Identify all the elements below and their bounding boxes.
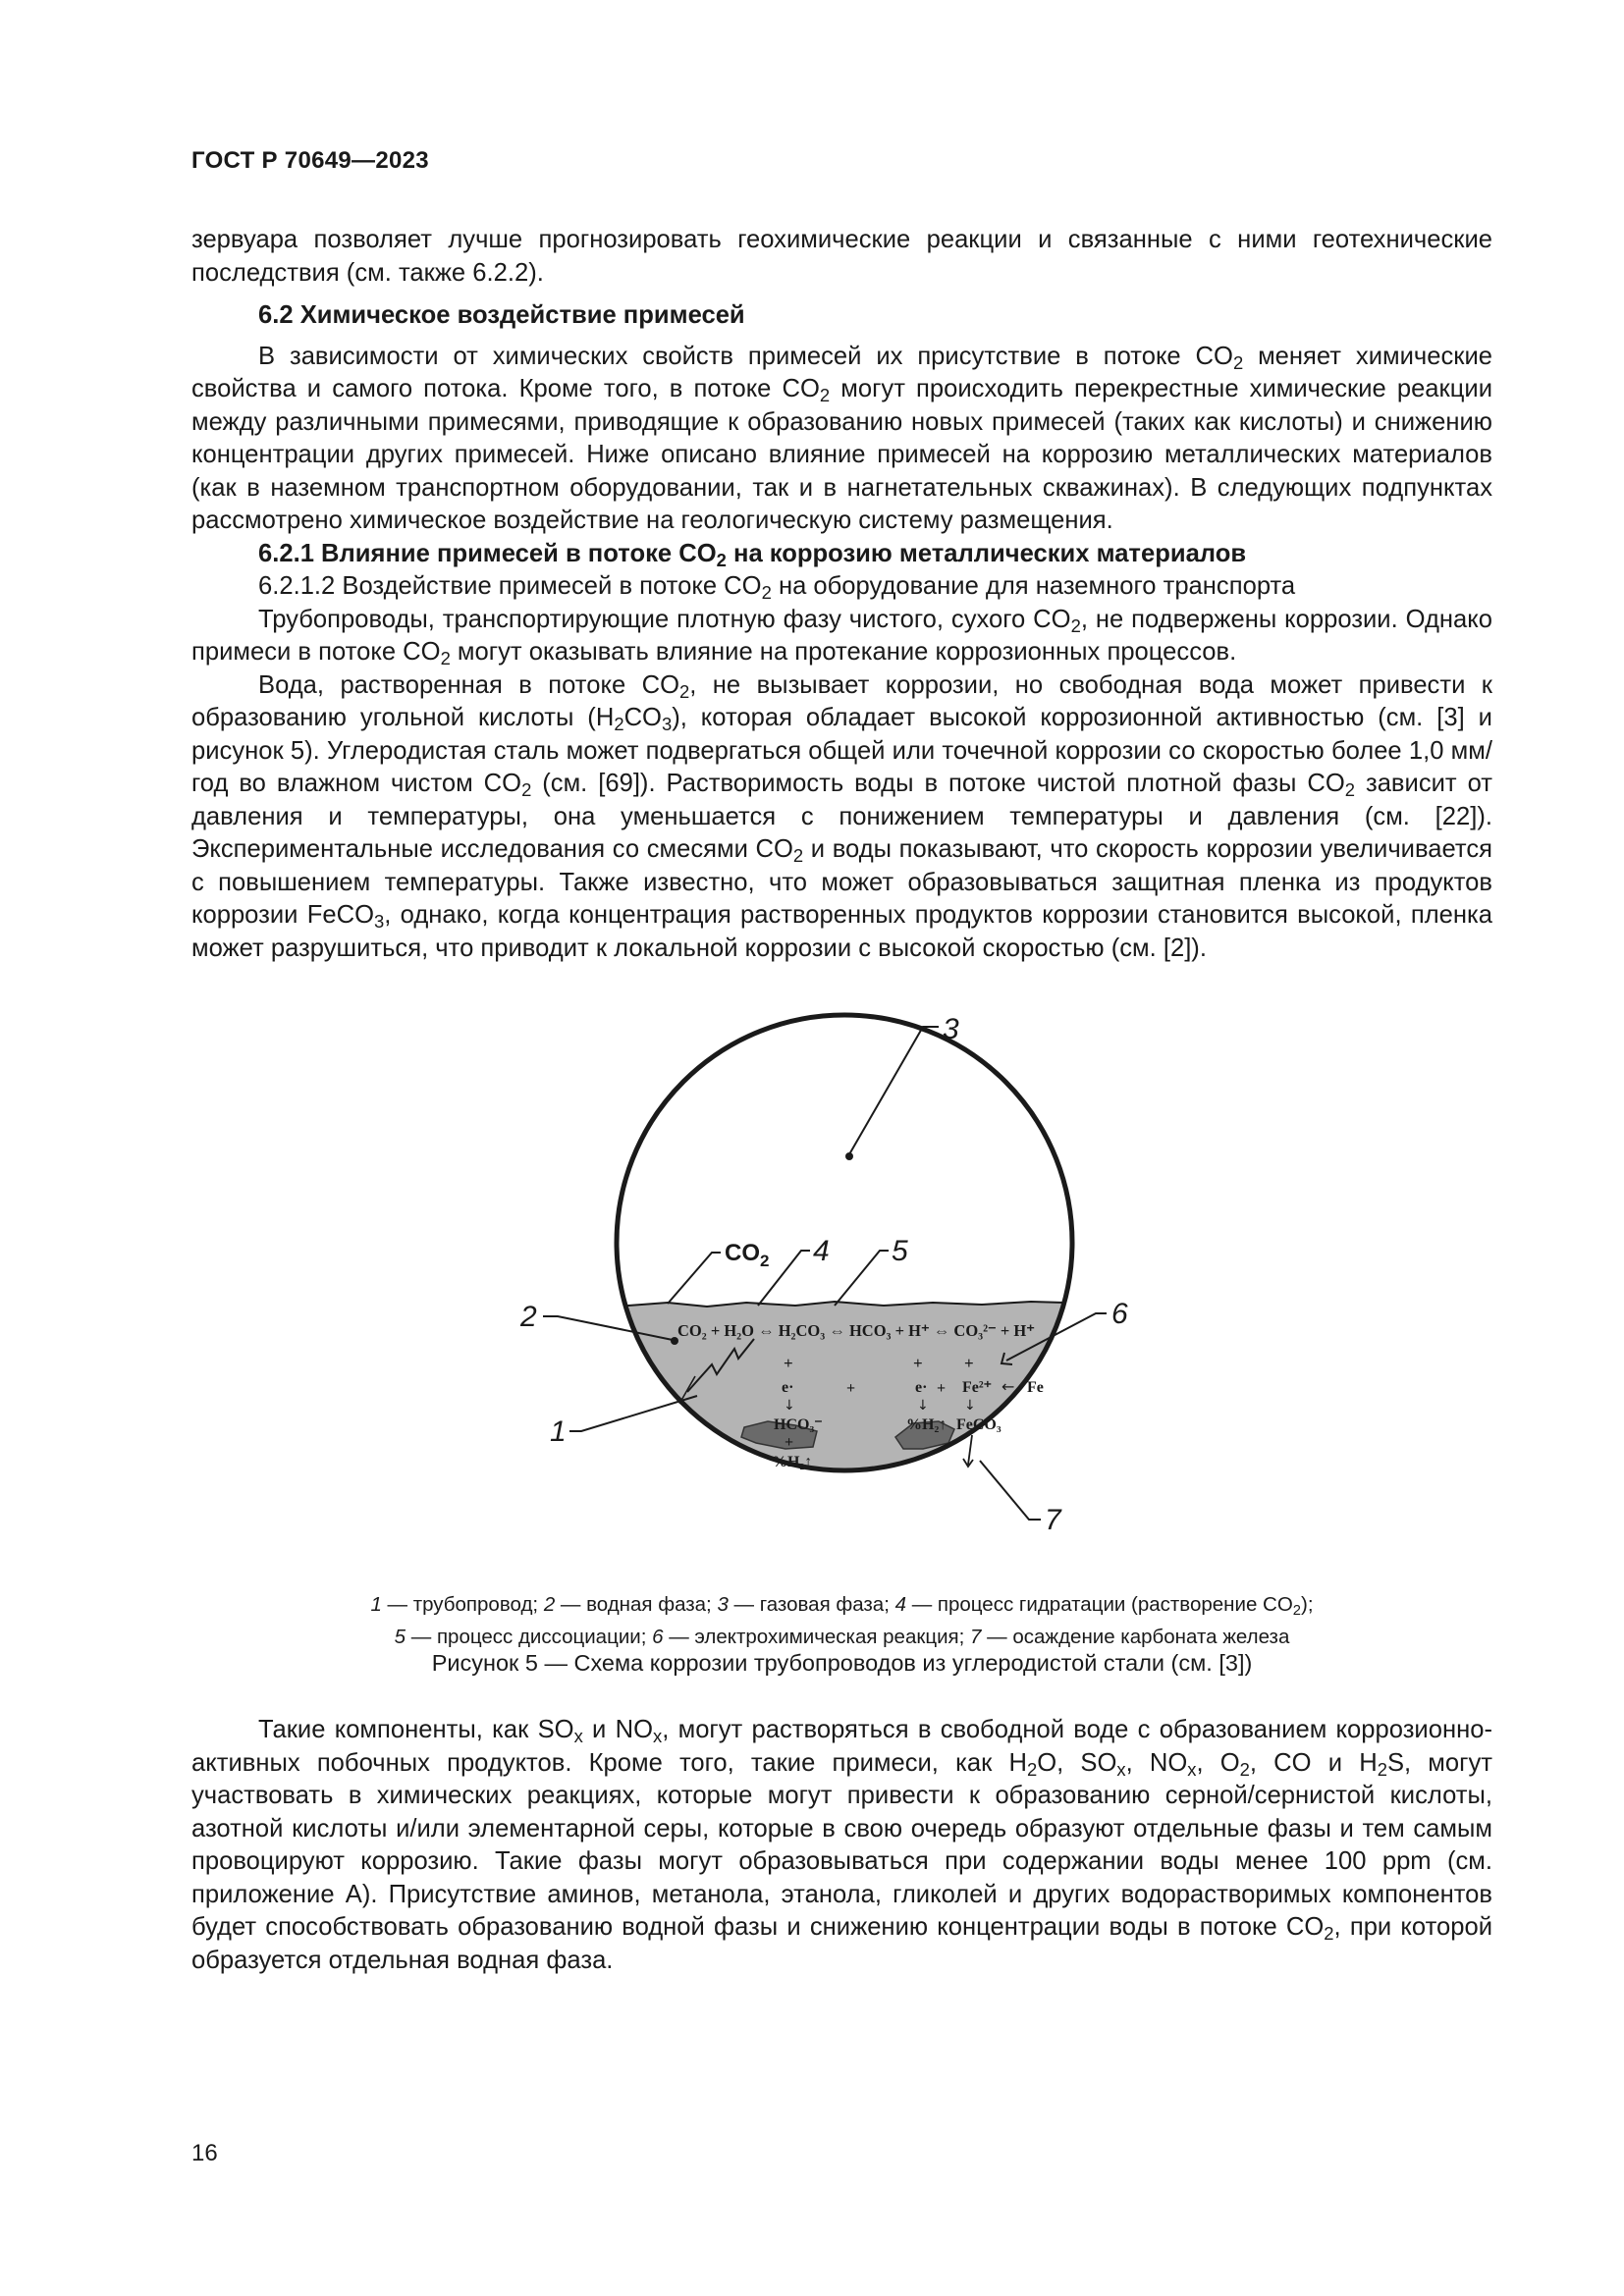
document-header: ГОСТ Р 70649—2023: [191, 147, 429, 174]
plus-right: +: [937, 1380, 947, 1397]
arrow-down-left: ↓: [784, 1398, 795, 1414]
callout-6: 6: [1111, 1298, 1128, 1330]
callout-2: 2: [520, 1301, 537, 1333]
arrow-down-right: ↓: [964, 1398, 976, 1414]
plus-2: +: [913, 1354, 923, 1372]
text-block-top: [191, 224, 1492, 965]
h2-mid: %H₂↑: [906, 1416, 947, 1433]
section-heading-6-2: 6.2 Химическое воздействие примесей: [258, 301, 745, 329]
section-heading-6-2-1: 6.2.1 Влияние примесей в потоке $CO_2$ на коррозию металлических материалов: [258, 539, 1247, 570]
plus-3: +: [964, 1354, 974, 1372]
plus-1: +: [784, 1354, 793, 1372]
callout-1: 1: [550, 1415, 567, 1448]
feco3-label: FeCO₃: [956, 1416, 1001, 1433]
fe2-label: Fe²⁺: [962, 1379, 993, 1396]
leader-7: [980, 1461, 1041, 1520]
dot-3: [845, 1152, 853, 1160]
paragraph-6-2-1-2: 6.2.1.2 Воздействие примесей в потоке $CO_2$ на оборудование для наземного транспорта: [258, 572, 1296, 604]
page-number: 16: [191, 2140, 218, 2166]
leader-5: [835, 1251, 889, 1306]
fe-label: Fe: [1027, 1379, 1044, 1396]
paragraph-water-corrosion: Вода, растворенная в потоке $CO_2$, не вызывает коррозии, но свободная вода может привести к образованию угольной кислоты $(H_2CO_3)$, которая обладает высокой коррозионной активностью (см. [3] и рисунок 5). Углеродистая сталь может подвергаться общей или точечной коррозии со скоростью более 1,0 мм/год во влажном чистом $CO_2$ (см. [69]). Растворимость воды в потоке чистой плотной фазы $CO_2$ зависит от давления и температуры, она уменьшается с понижением температуры и давления (см. [22]). Экспериментальные исследования со смесями $CO_2$ и воды показывают, что скорость коррозии увеличивается с повышением температуры. Также известно, что может образовываться защитная пленка из продуктов коррозии FeCO$_3$, однако, когда концентрация растворенных продуктов коррозии становится высокой, пленка может разрушиться, что приводит к локальной коррозии с высокой скоростью (см. [2]).: [191, 670, 1492, 962]
figure-legend-line-2: 5 — процесс диссоциации; 6 — электрохимическая реакция; 7 — осаждение карбоната железа: [394, 1626, 1290, 1648]
paragraph-sox-nox: Такие компоненты, как $SO_x$ и $NO_x$, могут растворяться в свободной воде с образованием коррозионно-активных побочных продуктов. Кроме того, такие примеси, как $H_2O$, $SO_x$, $NO_x$, $O_2$, CO и $H_2S$, могут участвовать в химических реакциях, которые могут привести к образованию серной/сернистой кислоты, азотной кислоты и/или элементарной серы, которые в свою очередь образуют отдельные фазы и тем самым провоцируют коррозию. Такие фазы могут образовываться при содержании воды менее 100 ppm (см. приложение А). Присутствие аминов, метанола, этанола, гликолей и других водорастворимых компонентов будет способствовать образованию водной фазы и снижению концентрации воды в потоке $CO_2$, при которой образуется отдельная водная фаза.: [191, 1716, 1493, 1974]
paragraph-continuation: зервуара позволяет лучше прогнозировать геохимические реакции и связанные с ними геотехнические последствия (см. также 6.2.2).: [191, 226, 1492, 287]
arrow-left-fe: ←: [1001, 1377, 1015, 1396]
leader-co2: [668, 1253, 721, 1304]
leader-3: [849, 1027, 939, 1154]
callout-7: 7: [1045, 1504, 1061, 1536]
electron-right: e·: [915, 1379, 928, 1396]
arrow-down-mid: ↓: [917, 1398, 929, 1414]
dot-2: [671, 1337, 678, 1345]
paragraph-impurities-intro: В зависимости от химических свойств примесей их присутствие в потоке $CO_2$ меняет химические свойства и самого потока. Кроме того, в потоке $CO_2$ могут происходить перекрестные химические реакции между различными примесями, приводящие к образованию новых примесей (таких как кислоты) и снижению концентрации других примесей. Ниже описано влияние примесей на коррозию металлических материалов (как в наземном транспортном оборудовании, так и в нагнетательных скважинах). В следующих подпунктах рассмотрено химическое воздействие на геологическую систему размещения.: [191, 342, 1492, 534]
electron-left: e·: [782, 1379, 794, 1396]
callout-3: 3: [943, 1013, 959, 1045]
corrosion-scheme-figure: [511, 999, 1139, 1549]
callout-5: 5: [892, 1235, 908, 1267]
hco3-label: HCO₃⁻: [774, 1416, 823, 1433]
plus-mid: +: [846, 1380, 856, 1397]
figure-title: Рисунок 5 — Схема коррозии трубопроводов из углеродистой стали (см. [3]): [431, 1650, 1253, 1676]
co2-label: $CO_2$: [725, 1240, 770, 1270]
reaction-equation: CO₂ + H₂O ⇔ H₂CO₃ ⇔ HCO₃ + H⁺ ⇔ CO₃²⁻ + H⁺: [677, 1321, 1035, 1340]
figure-legend-line-1: 1 — трубопровод; 2 — водная фаза; 3 — газовая фаза; 4 — процесс гидратации (растворение $CO_2$);: [370, 1593, 1314, 1620]
callout-4: 4: [813, 1235, 830, 1267]
h2-left: %H₂↑: [772, 1454, 813, 1470]
arrow-to-deposit: [968, 1435, 972, 1465]
text-block-bottom: [191, 1714, 1492, 1977]
plus-left-lower: +: [785, 1434, 794, 1451]
paragraph-pipelines: Трубопроводы, транспортирующие плотную фазу чистого, сухого $CO_2$, не подвержены коррозии. Однако примеси в потоке $CO_2$ могут оказывать влияние на протекание коррозионных процессов.: [191, 605, 1492, 669]
leader-1: [569, 1396, 697, 1431]
